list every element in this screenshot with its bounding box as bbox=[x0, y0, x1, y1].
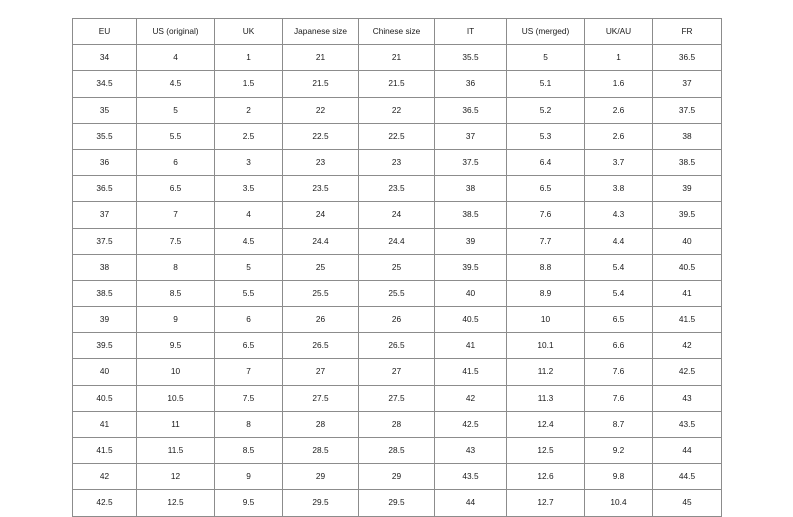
table-cell: 28.5 bbox=[359, 438, 435, 464]
table-cell: 2.6 bbox=[585, 123, 653, 149]
table-cell: 27.5 bbox=[359, 385, 435, 411]
table-cell: 22.5 bbox=[283, 123, 359, 149]
table-cell: 28.5 bbox=[283, 438, 359, 464]
table-cell: 36.5 bbox=[73, 176, 137, 202]
table-cell: 5 bbox=[215, 254, 283, 280]
shoe-size-conversion-table bbox=[72, 18, 722, 517]
table-header bbox=[73, 19, 722, 45]
table-cell: 28 bbox=[283, 411, 359, 437]
column-header-eu: EU bbox=[73, 19, 137, 45]
table-row bbox=[73, 176, 722, 202]
table-cell: 43 bbox=[653, 385, 722, 411]
table-cell: 4.5 bbox=[137, 71, 215, 97]
table-cell: 40 bbox=[435, 280, 507, 306]
table-cell: 8.5 bbox=[215, 438, 283, 464]
table-cell: 37.5 bbox=[73, 228, 137, 254]
table-cell: 1 bbox=[215, 45, 283, 71]
table-cell: 44 bbox=[653, 438, 722, 464]
table-row bbox=[73, 228, 722, 254]
table-cell: 11.5 bbox=[137, 438, 215, 464]
table-cell: 42.5 bbox=[73, 490, 137, 516]
table-cell: 41 bbox=[653, 280, 722, 306]
table-cell: 42 bbox=[435, 385, 507, 411]
table-cell: 3.8 bbox=[585, 176, 653, 202]
table-cell: 22 bbox=[283, 97, 359, 123]
table-cell: 6.6 bbox=[585, 333, 653, 359]
table-cell: 1.6 bbox=[585, 71, 653, 97]
table-cell: 23.5 bbox=[359, 176, 435, 202]
table-cell: 5.2 bbox=[507, 97, 585, 123]
table-cell: 43.5 bbox=[435, 464, 507, 490]
table-cell: 5.1 bbox=[507, 71, 585, 97]
table-cell: 7 bbox=[137, 202, 215, 228]
table-cell: 27 bbox=[359, 359, 435, 385]
table-cell: 42 bbox=[73, 464, 137, 490]
table-cell: 5.5 bbox=[215, 280, 283, 306]
table-cell: 42.5 bbox=[435, 411, 507, 437]
table-cell: 3.7 bbox=[585, 149, 653, 175]
table-cell: 10.5 bbox=[137, 385, 215, 411]
table-cell: 5.4 bbox=[585, 254, 653, 280]
table-row bbox=[73, 97, 722, 123]
table-cell: 40.5 bbox=[73, 385, 137, 411]
table-cell: 43.5 bbox=[653, 411, 722, 437]
table-cell: 38 bbox=[653, 123, 722, 149]
table-cell: 29 bbox=[283, 464, 359, 490]
table-cell: 42 bbox=[653, 333, 722, 359]
table-cell: 10.4 bbox=[585, 490, 653, 516]
table-cell: 5.3 bbox=[507, 123, 585, 149]
table-cell: 12.6 bbox=[507, 464, 585, 490]
table-cell: 41.5 bbox=[435, 359, 507, 385]
column-header-fr: FR bbox=[653, 19, 722, 45]
table-cell: 4.5 bbox=[215, 228, 283, 254]
table-cell: 6 bbox=[137, 149, 215, 175]
table-cell: 10 bbox=[507, 307, 585, 333]
table-cell: 7.5 bbox=[215, 385, 283, 411]
table-cell: 7.6 bbox=[585, 359, 653, 385]
table-cell: 38.5 bbox=[435, 202, 507, 228]
table-cell: 12.4 bbox=[507, 411, 585, 437]
table-cell: 6.4 bbox=[507, 149, 585, 175]
table-cell: 5 bbox=[137, 97, 215, 123]
table-cell: 40.5 bbox=[435, 307, 507, 333]
table-header-row bbox=[73, 19, 722, 45]
table-cell: 9.5 bbox=[215, 490, 283, 516]
table-row bbox=[73, 202, 722, 228]
table-row bbox=[73, 71, 722, 97]
column-header-japanese-size: Japanese size bbox=[283, 19, 359, 45]
table-cell: 29 bbox=[359, 464, 435, 490]
table-row bbox=[73, 149, 722, 175]
table-cell: 40 bbox=[73, 359, 137, 385]
table-cell: 28 bbox=[359, 411, 435, 437]
table-cell: 36 bbox=[73, 149, 137, 175]
table-cell: 38.5 bbox=[73, 280, 137, 306]
table-cell: 12.5 bbox=[507, 438, 585, 464]
table-cell: 35.5 bbox=[435, 45, 507, 71]
table-cell: 38 bbox=[73, 254, 137, 280]
table-cell: 5 bbox=[507, 45, 585, 71]
column-header-us-merged: US (merged) bbox=[507, 19, 585, 45]
table-cell: 41 bbox=[73, 411, 137, 437]
table-cell: 12 bbox=[137, 464, 215, 490]
table-cell: 27 bbox=[283, 359, 359, 385]
table-cell: 2.5 bbox=[215, 123, 283, 149]
table-cell: 8.9 bbox=[507, 280, 585, 306]
table-cell: 3 bbox=[215, 149, 283, 175]
table-cell: 9 bbox=[137, 307, 215, 333]
table-cell: 37 bbox=[73, 202, 137, 228]
table-cell: 6.5 bbox=[585, 307, 653, 333]
table-cell: 41 bbox=[435, 333, 507, 359]
table-cell: 4.4 bbox=[585, 228, 653, 254]
table-cell: 34.5 bbox=[73, 71, 137, 97]
table-cell: 35 bbox=[73, 97, 137, 123]
table-cell: 25 bbox=[359, 254, 435, 280]
table-cell: 6.5 bbox=[507, 176, 585, 202]
table-cell: 24 bbox=[283, 202, 359, 228]
table-cell: 39.5 bbox=[653, 202, 722, 228]
table-cell: 42.5 bbox=[653, 359, 722, 385]
table-cell: 36.5 bbox=[435, 97, 507, 123]
column-header-it: IT bbox=[435, 19, 507, 45]
table-cell: 39 bbox=[435, 228, 507, 254]
table-cell: 10 bbox=[137, 359, 215, 385]
table-cell: 12.5 bbox=[137, 490, 215, 516]
table-cell: 7.6 bbox=[585, 385, 653, 411]
column-header-uk-au: UK/AU bbox=[585, 19, 653, 45]
table-cell: 38 bbox=[435, 176, 507, 202]
table-body bbox=[73, 45, 722, 516]
table-cell: 40 bbox=[653, 228, 722, 254]
table-cell: 5.4 bbox=[585, 280, 653, 306]
table-cell: 36.5 bbox=[653, 45, 722, 71]
table-cell: 6.5 bbox=[137, 176, 215, 202]
table-cell: 6.5 bbox=[215, 333, 283, 359]
table-cell: 36 bbox=[435, 71, 507, 97]
table-cell: 8.8 bbox=[507, 254, 585, 280]
column-header-chinese-size: Chinese size bbox=[359, 19, 435, 45]
column-header-us-original: US (original) bbox=[137, 19, 215, 45]
table-cell: 27.5 bbox=[283, 385, 359, 411]
table-cell: 26.5 bbox=[283, 333, 359, 359]
table-row bbox=[73, 280, 722, 306]
table-cell: 25.5 bbox=[283, 280, 359, 306]
table-cell: 8.7 bbox=[585, 411, 653, 437]
table-cell: 37.5 bbox=[435, 149, 507, 175]
table-cell: 22 bbox=[359, 97, 435, 123]
table-cell: 3.5 bbox=[215, 176, 283, 202]
table-cell: 10.1 bbox=[507, 333, 585, 359]
table-cell: 39 bbox=[73, 307, 137, 333]
table-cell: 37 bbox=[435, 123, 507, 149]
table-cell: 38.5 bbox=[653, 149, 722, 175]
table-cell: 29.5 bbox=[283, 490, 359, 516]
table-cell: 21.5 bbox=[283, 71, 359, 97]
table-cell: 25 bbox=[283, 254, 359, 280]
table-cell: 8 bbox=[215, 411, 283, 437]
table-cell: 4 bbox=[215, 202, 283, 228]
table-cell: 2.6 bbox=[585, 97, 653, 123]
table-row bbox=[73, 307, 722, 333]
table-cell: 1.5 bbox=[215, 71, 283, 97]
table-cell: 24.4 bbox=[283, 228, 359, 254]
table-cell: 8.5 bbox=[137, 280, 215, 306]
table-cell: 21 bbox=[283, 45, 359, 71]
table-cell: 11.3 bbox=[507, 385, 585, 411]
table-row bbox=[73, 333, 722, 359]
table-cell: 22.5 bbox=[359, 123, 435, 149]
table-cell: 5.5 bbox=[137, 123, 215, 149]
table-row bbox=[73, 411, 722, 437]
table-cell: 7.7 bbox=[507, 228, 585, 254]
table-row bbox=[73, 123, 722, 149]
table-cell: 23.5 bbox=[283, 176, 359, 202]
table-cell: 24 bbox=[359, 202, 435, 228]
table-cell: 9.8 bbox=[585, 464, 653, 490]
column-header-uk: UK bbox=[215, 19, 283, 45]
table-cell: 9.2 bbox=[585, 438, 653, 464]
table-cell: 26 bbox=[359, 307, 435, 333]
table-cell: 21.5 bbox=[359, 71, 435, 97]
table-cell: 7.5 bbox=[137, 228, 215, 254]
table-cell: 8 bbox=[137, 254, 215, 280]
table-cell: 44 bbox=[435, 490, 507, 516]
table-cell: 12.7 bbox=[507, 490, 585, 516]
table-row bbox=[73, 359, 722, 385]
table-cell: 34 bbox=[73, 45, 137, 71]
table-row bbox=[73, 464, 722, 490]
table-cell: 44.5 bbox=[653, 464, 722, 490]
table-cell: 37 bbox=[653, 71, 722, 97]
table-cell: 26.5 bbox=[359, 333, 435, 359]
table-cell: 39.5 bbox=[435, 254, 507, 280]
table-cell: 7 bbox=[215, 359, 283, 385]
table-cell: 23 bbox=[283, 149, 359, 175]
table-cell: 2 bbox=[215, 97, 283, 123]
table-cell: 37.5 bbox=[653, 97, 722, 123]
table-cell: 26 bbox=[283, 307, 359, 333]
table-cell: 4.3 bbox=[585, 202, 653, 228]
table-cell: 6 bbox=[215, 307, 283, 333]
table-cell: 23 bbox=[359, 149, 435, 175]
table-cell: 39 bbox=[653, 176, 722, 202]
table-row bbox=[73, 254, 722, 280]
table-cell: 41.5 bbox=[653, 307, 722, 333]
table-cell: 4 bbox=[137, 45, 215, 71]
table-row bbox=[73, 438, 722, 464]
table-cell: 1 bbox=[585, 45, 653, 71]
table-row bbox=[73, 45, 722, 71]
table-cell: 24.4 bbox=[359, 228, 435, 254]
table-cell: 39.5 bbox=[73, 333, 137, 359]
table-cell: 25.5 bbox=[359, 280, 435, 306]
table-row bbox=[73, 490, 722, 516]
table-cell: 9.5 bbox=[137, 333, 215, 359]
table-cell: 41.5 bbox=[73, 438, 137, 464]
table-cell: 29.5 bbox=[359, 490, 435, 516]
table-row bbox=[73, 385, 722, 411]
table-cell: 11.2 bbox=[507, 359, 585, 385]
table-cell: 43 bbox=[435, 438, 507, 464]
table-cell: 11 bbox=[137, 411, 215, 437]
table-cell: 45 bbox=[653, 490, 722, 516]
table-cell: 40.5 bbox=[653, 254, 722, 280]
table-cell: 35.5 bbox=[73, 123, 137, 149]
table-cell: 9 bbox=[215, 464, 283, 490]
table-cell: 7.6 bbox=[507, 202, 585, 228]
table-cell: 21 bbox=[359, 45, 435, 71]
